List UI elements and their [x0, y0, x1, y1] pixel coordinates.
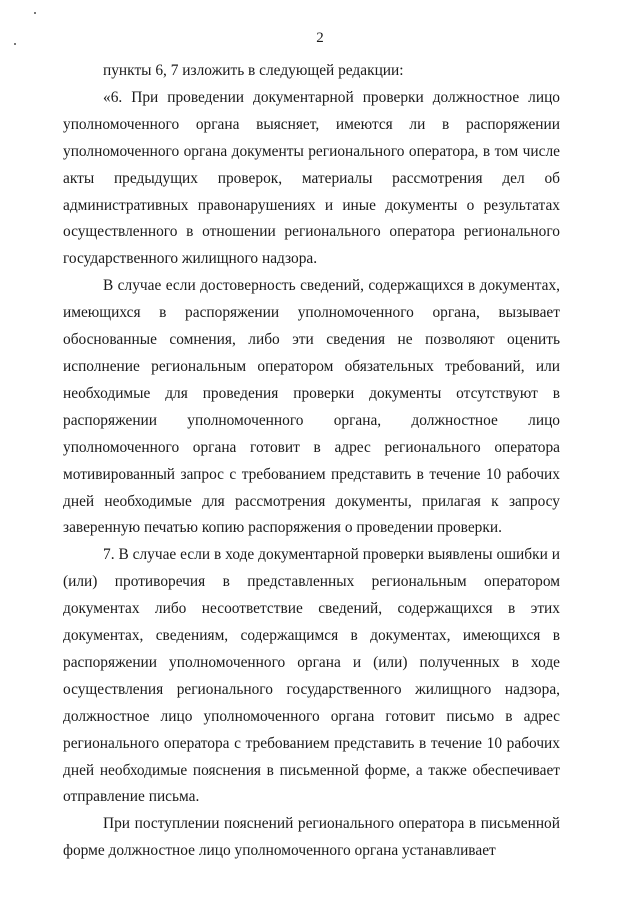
paragraph-intro: пункты 6, 7 изложить в следующей редакции: [103, 62, 404, 79]
document-body [63, 58, 560, 865]
paragraph-item-7-continued: При поступлении пояснений регионального оператора в письменной форме должностное лицо уполномоченного органа устанавливает [63, 815, 560, 860]
paragraph-item-6: «6. При проведении документарной проверки должностное лицо уполномоченного органа выясняет, имеются ли в распоряжении уполномоченного органа документы регионального оператора, в том числе акты предыдущих проверок, материалы рассмотрения дел об административных правонарушениях и иные документы о результатах осуществленного в отношении регионального оператора регионального государственного жилищного надзора. [63, 88, 560, 268]
scan-artifact [34, 12, 36, 14]
paragraph-item-7: 7. В случае если в ходе документарной проверки выявлены ошибки и (или) противоречия в представленных региональным оператором документах либо несоответствие сведений, содержащихся в этих документах, сведениям, содержащимся в документах, имеющихся в распоряжении уполномоченного органа и (или) полученных в ходе осуществления регионального государственного жилищного надзора, должностное лицо уполномоченного органа готовит письмо в адрес регионального оператора с требованием представить в течение 10 рабочих дней необходимые пояснения в письменной форме, а также обеспечивает отправление письма. [63, 546, 560, 806]
page-number: 2 [316, 30, 324, 46]
paragraph-item-6-continued: В случае если достоверность сведений, содержащихся в документах, имеющихся в распоряжении уполномоченного органа, вызывает обоснованные сомнения, либо эти сведения не позволяют оценить исполнение региональным оператором обязательных требований, или необходимые для проведения проверки документы отсутствуют в распоряжении уполномоченного органа, должностное лицо уполномоченного органа готовит в адрес регионального оператора мотивированный запрос с требованием представить в течение 10 рабочих дней необходимые для рассмотрения документы, прилагая к запросу заверенную печатью копию распоряжения о проведении проверки. [63, 277, 560, 537]
